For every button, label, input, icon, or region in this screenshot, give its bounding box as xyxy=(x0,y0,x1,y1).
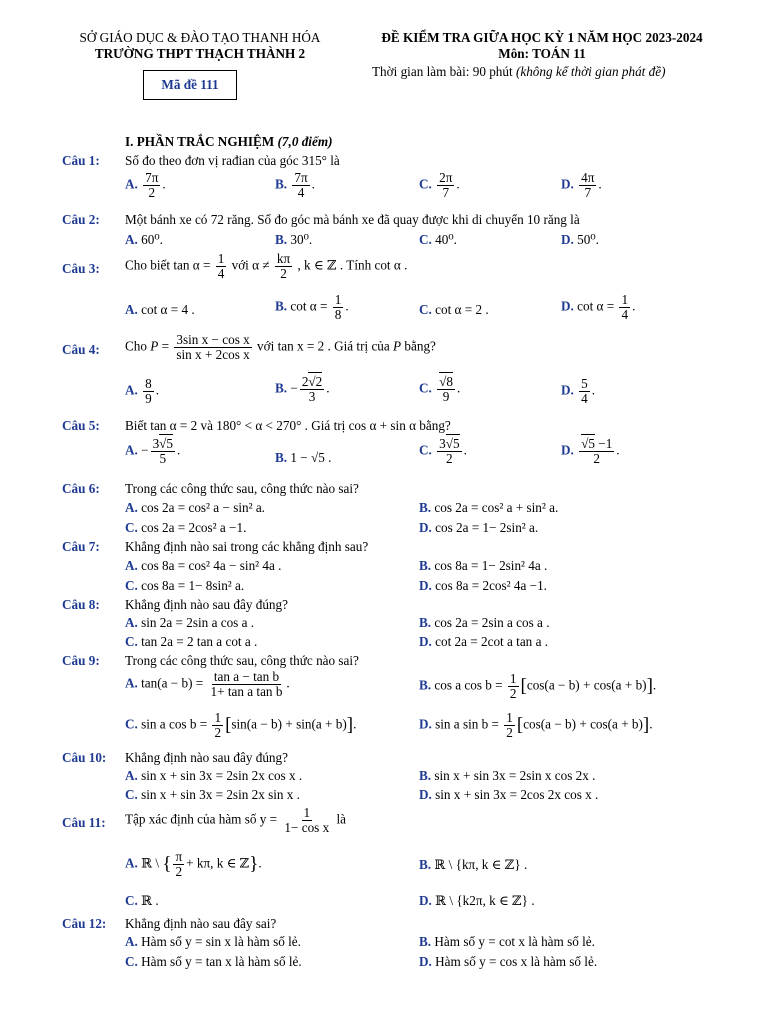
option-c-text: sin x + sin 3x = 2sin 2x sin x . xyxy=(141,787,300,802)
option-c: C. cos 2a = 2cos² a −1. xyxy=(125,520,247,535)
option-c: C. cot α = 2 . xyxy=(419,302,489,317)
question-number: Câu 1: xyxy=(62,153,100,168)
exam-code: Mã đề 111 xyxy=(143,70,237,100)
option-d-text: ℝ \ {k2π, k ∈ ℤ} . xyxy=(435,893,535,908)
department-name: SỞ GIÁO DỤC & ĐÀO TẠO THANH HÓA xyxy=(79,30,321,45)
option-d-text: cos 8a = 2cos² 4a −1. xyxy=(435,578,547,593)
option-c: C. Hàm số y = tan x là hàm số lẻ. xyxy=(125,954,302,969)
option-b-text: cos 2a = cos² a + sin² a. xyxy=(434,500,559,515)
option-d: D. sin a sin b = $\frac{1}{2}$ [cos(a − b) + cos(a + b)]. xyxy=(419,710,653,740)
question-number: Câu 10: xyxy=(62,750,107,765)
option-c: C. sin x + sin 3x = 2sin 2x sin x . xyxy=(125,787,300,802)
question-text: Một bánh xe có 72 răng. Số đo góc mà bánh xe đã quay được khi di chuyển 10 răng là xyxy=(125,212,580,227)
option-c: C. cos 8a = 1− 8sin² a. xyxy=(125,578,245,593)
subject: Môn: TOÁN 11 xyxy=(498,46,586,61)
option-b-text: cos 2a = 2sin a cos a . xyxy=(434,615,550,630)
section-title xyxy=(125,134,332,150)
option-a-text: Hàm số y = sin x là hàm số lẻ. xyxy=(141,934,301,949)
question-text: Cho P = $\frac{\text{3sin x − cos x}}{\text{sin x + 2cos x}}$ với tan x = 2 . Giá trị của P bằng? xyxy=(125,332,436,362)
time-note-text: Thời gian làm bài: 90 phút xyxy=(372,64,513,79)
option-c-text: cos 2a = 2cos² a −1. xyxy=(141,520,247,535)
option-d: D. ℝ \ {k2π, k ∈ ℤ} . xyxy=(419,893,535,908)
option-b: B. cos 2a = cos² a + sin² a. xyxy=(419,500,559,515)
question-text: Tập xác định của hàm số y = $\frac{1}{\text{1− cos x}}$ là xyxy=(125,805,347,835)
time-note xyxy=(372,64,665,80)
question-text: Khẳng định nào sau đây sai? xyxy=(125,916,277,931)
option-c-text: cot α = 2 . xyxy=(435,302,489,317)
option-b: B. sin x + sin 3x = 2sin x cos 2x . xyxy=(419,768,596,783)
option-a: A. $\frac{8}{9}$ . xyxy=(125,376,160,406)
question-text: Khẳng định nào sai trong các khẳng định sau? xyxy=(125,539,369,554)
option-c: C. sin a cos b = $\frac{1}{2}$ [sin(a − b) + sin(a + b)]. xyxy=(125,710,357,740)
option-c: C. $\frac{2\pi}{7}$ . xyxy=(419,170,460,200)
option-a-text: cot α = 4 . xyxy=(141,302,195,317)
option-b: B. 30⁰. xyxy=(275,232,313,247)
option-c: C. tan 2a = 2 tan a cot a . xyxy=(125,634,258,649)
question-text: Khẳng định nào sau đây đúng? xyxy=(125,750,288,765)
option-b-text: ℝ \ {kπ, k ∈ ℤ} . xyxy=(434,857,528,872)
option-a-text: cos 2a = cos² a − sin² a. xyxy=(141,500,265,515)
question-number: Câu 8: xyxy=(62,597,100,612)
question-text: Trong các công thức sau, công thức nào sai? xyxy=(125,653,359,668)
option-c: C. 40⁰. xyxy=(419,232,457,247)
option-d-text: sin x + sin 3x = 2cos 2x cos x . xyxy=(435,787,599,802)
option-d: D. cot α = $\frac{1}{4}$ . xyxy=(561,292,636,322)
time-note-italic: (không kể thời gian phát đề) xyxy=(515,64,666,79)
option-d: D. cos 2a = 1− 2sin² a. xyxy=(419,520,539,535)
question-text: Biết tan α = 2 và 180° < α < 270° . Giá trị cos α + sin α bằng? xyxy=(125,418,451,433)
option-a: A. sin x + sin 3x = 2sin 2x cos x . xyxy=(125,768,303,783)
option-c-text: 40⁰. xyxy=(435,232,457,247)
option-a: A. cot α = 4 . xyxy=(125,302,195,317)
option-b-text: Hàm số y = cot x là hàm số lẻ. xyxy=(434,934,595,949)
question-text: Số đo theo đơn vị rađian của góc 315° là xyxy=(125,153,340,168)
option-d: D. Hàm số y = cos x là hàm số lẻ. xyxy=(419,954,598,969)
option-a: A. Hàm số y = sin x là hàm số lẻ. xyxy=(125,934,301,949)
option-b-text: sin x + sin 3x = 2sin x cos 2x . xyxy=(434,768,596,783)
option-d-text: cos 2a = 1− 2sin² a. xyxy=(435,520,539,535)
option-b: B. $\frac{7\pi}{4}$ . xyxy=(275,170,315,200)
option-d: D. 50⁰. xyxy=(561,232,599,247)
option-d: D. $\frac{√5 -1}{2}$ . xyxy=(561,436,620,466)
option-d: D. sin x + sin 3x = 2cos 2x cos x . xyxy=(419,787,599,802)
question-number: Câu 2: xyxy=(62,212,100,227)
option-a-text: sin 2a = 2sin a cos a . xyxy=(141,615,255,630)
question-number: Câu 12: xyxy=(62,916,107,931)
option-a: A. ℝ \ { $\frac{\pi}{2}$ + kπ, k ∈ ℤ}. xyxy=(125,849,262,879)
option-a: A. tan(a − b) = $\frac{\text{tan a − tan b}}{\text{1+ tan a tan b}}$ . xyxy=(125,669,290,699)
option-b: B. cot α = $\frac{1}{8}$ . xyxy=(275,292,349,322)
question-text: Trong các công thức sau, công thức nào sai? xyxy=(125,481,359,496)
option-a: A. $\frac{7\pi}{2}$ . xyxy=(125,170,166,200)
option-c: C. $\frac{3√5}{2}$ . xyxy=(419,436,467,466)
option-b-text: cos 8a = 1− 2sin² 4a . xyxy=(434,558,548,573)
section-points: (7,0 điểm) xyxy=(277,134,333,149)
option-c: C. $\frac{√8}{9}$ . xyxy=(419,374,461,404)
option-d-text: cot 2a = 2cot a tan a . xyxy=(435,634,549,649)
option-a: A. 60⁰. xyxy=(125,232,163,247)
option-d-text: 50⁰. xyxy=(577,232,599,247)
option-a: A. cos 2a = cos² a − sin² a. xyxy=(125,500,265,515)
option-d-text: Hàm số y = cos x là hàm số lẻ. xyxy=(435,954,598,969)
option-d: D. cos 8a = 2cos² 4a −1. xyxy=(419,578,547,593)
option-a: A. sin 2a = 2sin a cos a . xyxy=(125,615,255,630)
section-title-text: I. PHẦN TRẮC NGHIỆM xyxy=(125,134,275,149)
option-b: B. 1 − √5 . xyxy=(275,450,332,465)
option-b: B. cos a cos b = $\frac{1}{2}$ [cos(a − b) + cos(a + b)]. xyxy=(419,671,657,701)
option-a-text: 60⁰. xyxy=(141,232,163,247)
option-b: B. cos 8a = 1− 2sin² 4a . xyxy=(419,558,548,573)
option-d: D. $\frac{5}{4}$ . xyxy=(561,376,596,406)
option-c-text: Hàm số y = tan x là hàm số lẻ. xyxy=(141,954,302,969)
question-text: Khẳng định nào sau đây đúng? xyxy=(125,597,288,612)
option-c-text: tan 2a = 2 tan a cot a . xyxy=(141,634,258,649)
question-text: Cho biết tan α = $\frac{1}{4}$ với α ≠ $\frac{k\pi}{2}$ , k ∈ ℤ . Tính cot α . xyxy=(125,251,408,281)
question-text-lead: Tập xác định của hàm số xyxy=(125,811,257,827)
school-name: TRƯỜNG THPT THẠCH THÀNH 2 xyxy=(94,46,306,61)
option-b: B. Hàm số y = cot x là hàm số lẻ. xyxy=(419,934,595,949)
option-c-text: cos 8a = 1− 8sin² a. xyxy=(141,578,245,593)
question-number: Câu 6: xyxy=(62,481,100,496)
option-d: D. cot 2a = 2cot a tan a . xyxy=(419,634,549,649)
question-number: Câu 4: xyxy=(62,342,100,357)
option-b-text: 30⁰. xyxy=(290,232,313,247)
option-c-text: ℝ . xyxy=(141,893,159,908)
option-b-text: 1 − √5 . xyxy=(290,450,332,465)
question-number: Câu 7: xyxy=(62,539,100,554)
option-b: B. cos 2a = 2sin a cos a . xyxy=(419,615,550,630)
option-a-text: cos 8a = cos² 4a − sin² 4a . xyxy=(141,558,282,573)
option-b: B. ℝ \ {kπ, k ∈ ℤ} . xyxy=(419,857,528,872)
question-number: Câu 9: xyxy=(62,653,100,668)
question-number: Câu 5: xyxy=(62,418,100,433)
option-a: A. cos 8a = cos² 4a − sin² 4a . xyxy=(125,558,282,573)
question-number: Câu 3: xyxy=(62,261,100,276)
option-a: A. − $\frac{3√5}{5}$ . xyxy=(125,436,181,466)
option-c: C. ℝ . xyxy=(125,893,159,908)
exam-title: ĐỀ KIỂM TRA GIỮA HỌC KỲ 1 NĂM HỌC 2023-2024 xyxy=(381,30,703,45)
option-b: B. − $\frac{2√2}{3}$ . xyxy=(275,374,330,404)
question-number: Câu 11: xyxy=(62,815,106,830)
option-d: D. $\frac{4\pi}{7}$ . xyxy=(561,170,602,200)
option-a-text: sin x + sin 3x = 2sin 2x cos x . xyxy=(141,768,303,783)
